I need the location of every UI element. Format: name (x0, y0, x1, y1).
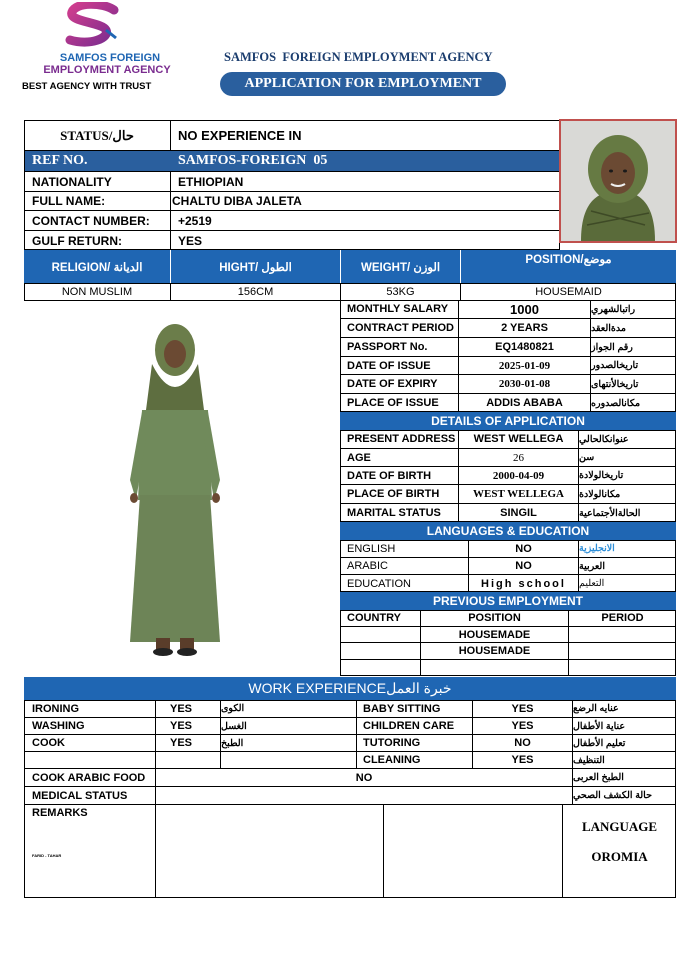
height-header: HIGHT/ الطول (219, 261, 292, 274)
details-title: DETAILS OF APPLICATION (340, 412, 676, 430)
work-title: WORK EXPERIENCEخبرة العمل (24, 677, 676, 700)
ref-label: REF NO. (32, 153, 88, 168)
passport-label: PASSPORT No. (347, 341, 428, 353)
age-arabic: سن (579, 452, 595, 463)
medical-label: MEDICAL STATUS (32, 789, 128, 802)
education-label: EDUCATION (347, 577, 411, 590)
previous-title: PREVIOUS EMPLOYMENT (340, 592, 676, 610)
prev-position-1: HOUSEMADE (458, 628, 531, 641)
salary-label: MONTHLY SALARY (347, 303, 449, 315)
cook-arabic-arabic: الطبخ العربى (573, 772, 624, 783)
cleaning-value: YES (511, 754, 534, 766)
expiry-date-label: DATE OF EXPIRY (347, 378, 438, 390)
logo-tagline: BEST AGENCY WITH TRUST (22, 81, 152, 92)
dob-arabic: تاريخالولادة (579, 470, 624, 481)
weight-header: WEIGHT/ الوزن (360, 261, 441, 274)
childcare-value: YES (511, 720, 534, 732)
marital-value: SINGIL (500, 507, 537, 519)
agency-logo (22, 0, 190, 95)
cook-label: COOK (32, 737, 65, 749)
ironing-label: IRONING (32, 702, 80, 715)
passport-photo (559, 119, 677, 243)
english-label: ENGLISH (347, 542, 396, 555)
contact-value: +2519 (178, 213, 212, 228)
logo-s-icon (62, 2, 122, 50)
gulf-value: YES (178, 233, 203, 248)
english-arabic: الانجليزية (579, 543, 615, 554)
position-header: POSITION/موضع (525, 254, 612, 266)
logo-line2: EMPLOYMENT AGENCY (43, 64, 171, 76)
portrait-icon (561, 121, 675, 241)
tutoring-value: NO (514, 737, 531, 749)
english-value: NO (515, 542, 532, 555)
salary-value: 1000 (510, 301, 539, 317)
status-label: STATUS/حال (60, 127, 134, 143)
marital-arabic: الحالةالأجتماعية (579, 507, 641, 519)
issue-date-value: 2025-01-09 (498, 359, 551, 372)
babysitting-arabic: عنايه الرضع (573, 703, 619, 714)
address-value: WEST WELLEGA (473, 433, 564, 445)
prev-period-1 (569, 627, 676, 642)
full-body-photo (120, 320, 230, 660)
dob-label: DATE OF BIRTH (347, 469, 432, 482)
medical-arabic: حالة الكشف الصحي (573, 790, 652, 801)
age-value: 26 (513, 451, 524, 464)
issue-date-label: DATE OF ISSUE (347, 359, 431, 372)
logo-line1: SAMFOS FOREIGN (59, 52, 161, 64)
issue-place-label: PLACE OF ISSUE (347, 397, 439, 409)
contact-label: CONTACT NUMBER: (32, 213, 150, 228)
washing-label: WASHING (32, 720, 85, 732)
address-arabic: عنوانكالحالي (579, 433, 629, 445)
education-arabic: التعليم (579, 578, 605, 589)
tutoring-arabic: تعليم الأطفال (573, 737, 626, 749)
ref-value: SAMFOS-FOREIGN 05 (178, 153, 328, 168)
position-value: HOUSEMAID (535, 285, 602, 298)
arabic-value: NO (515, 560, 532, 572)
passport-arabic: رقم الجواز (591, 341, 633, 353)
cook-arabic: الطبخ (221, 737, 244, 749)
babysitting-value: YES (511, 702, 534, 715)
cook-arabic-value: NO (355, 771, 373, 784)
arabic-arabic: العربية (579, 560, 605, 572)
washing-arabic: الغسل (221, 720, 247, 732)
birthplace-arabic: مكانالولادة (579, 488, 621, 500)
babysitting-label: BABY SITTING (363, 702, 441, 715)
nationality-label: NATIONALITY (32, 174, 112, 189)
cook-arabic-label: COOK ARABIC FOOD (32, 771, 146, 784)
issue-place-value: ADDIS ABABA (486, 397, 563, 409)
weight-value: 53KG (386, 285, 415, 298)
age-label: AGE (347, 451, 371, 464)
childcare-label: CHILDREN CARE (363, 720, 455, 732)
expiry-date-arabic: تاريخالأنتهاى (591, 378, 639, 390)
prev-position-header: POSITION (468, 612, 521, 624)
language-value: OROMIA (591, 849, 648, 864)
contract-period-label: CONTRACT PERIOD (347, 322, 454, 334)
marital-label: MARITAL STATUS (347, 507, 441, 519)
education-value: High school (481, 577, 566, 590)
religion-value: NON MUSLIM (61, 285, 133, 298)
religion-header: RELIGION/ الديانة (51, 261, 143, 274)
prev-country-header: COUNTRY (347, 612, 401, 624)
height-value: 156CM (237, 285, 274, 298)
nationality-value: ETHIOPIAN (178, 174, 244, 189)
prev-position-2: HOUSEMADE (458, 645, 531, 657)
prev-country-2 (347, 643, 420, 659)
washing-value: YES (170, 720, 193, 732)
ironing-value: YES (170, 702, 193, 715)
remarks-small-text: FARID - TAHAR (32, 853, 62, 858)
prev-period-header: PERIOD (601, 612, 644, 624)
cleaning-label: CLEANING (363, 754, 421, 766)
prev-period-2 (569, 643, 676, 659)
status-value: NO EXPERIENCE IN (178, 128, 302, 143)
person-icon (120, 320, 230, 660)
ironing-arabic: الكوى (221, 703, 245, 714)
prev-country-1 (347, 627, 420, 642)
application-banner: APPLICATION FOR EMPLOYMENT (220, 72, 506, 96)
tutoring-label: TUTORING (363, 737, 421, 749)
passport-value: EQ1480821 (495, 341, 554, 353)
contract-period-value: 2 YEARS (501, 322, 548, 334)
birthplace-value: WEST WELLEGA (473, 488, 564, 500)
remarks-label: REMARKS (32, 807, 88, 819)
arabic-label: ARABIC (347, 560, 388, 572)
fullname-label: FULL NAME: (32, 194, 106, 208)
languages-title: LANGUAGES & EDUCATION (340, 522, 676, 540)
dob-value: 2000-04-09 (492, 469, 545, 482)
issue-date-arabic: تاريخالصدور (591, 360, 639, 371)
cook-value: YES (170, 737, 193, 749)
childcare-arabic: عناية الأطفال (573, 720, 626, 732)
agency-name: SAMFOS FOREIGN EMPLOYMENT AGENCY (224, 50, 493, 64)
contract-period-arabic: مدةالعقد (591, 322, 626, 334)
gulf-label: GULF RETURN: (32, 233, 122, 248)
address-label: PRESENT ADDRESS (347, 433, 456, 445)
language-label: LANGUAGE (581, 819, 658, 834)
cleaning-arabic: التنظيف (573, 754, 605, 766)
salary-arabic: راتبالشهري (591, 303, 636, 315)
expiry-date-value: 2030-01-08 (498, 378, 551, 390)
birthplace-label: PLACE OF BIRTH (347, 488, 440, 500)
issue-place-arabic: مكانالصدوره (591, 397, 641, 409)
fullname-value: CHALTU DIBA JALETA (172, 194, 302, 208)
